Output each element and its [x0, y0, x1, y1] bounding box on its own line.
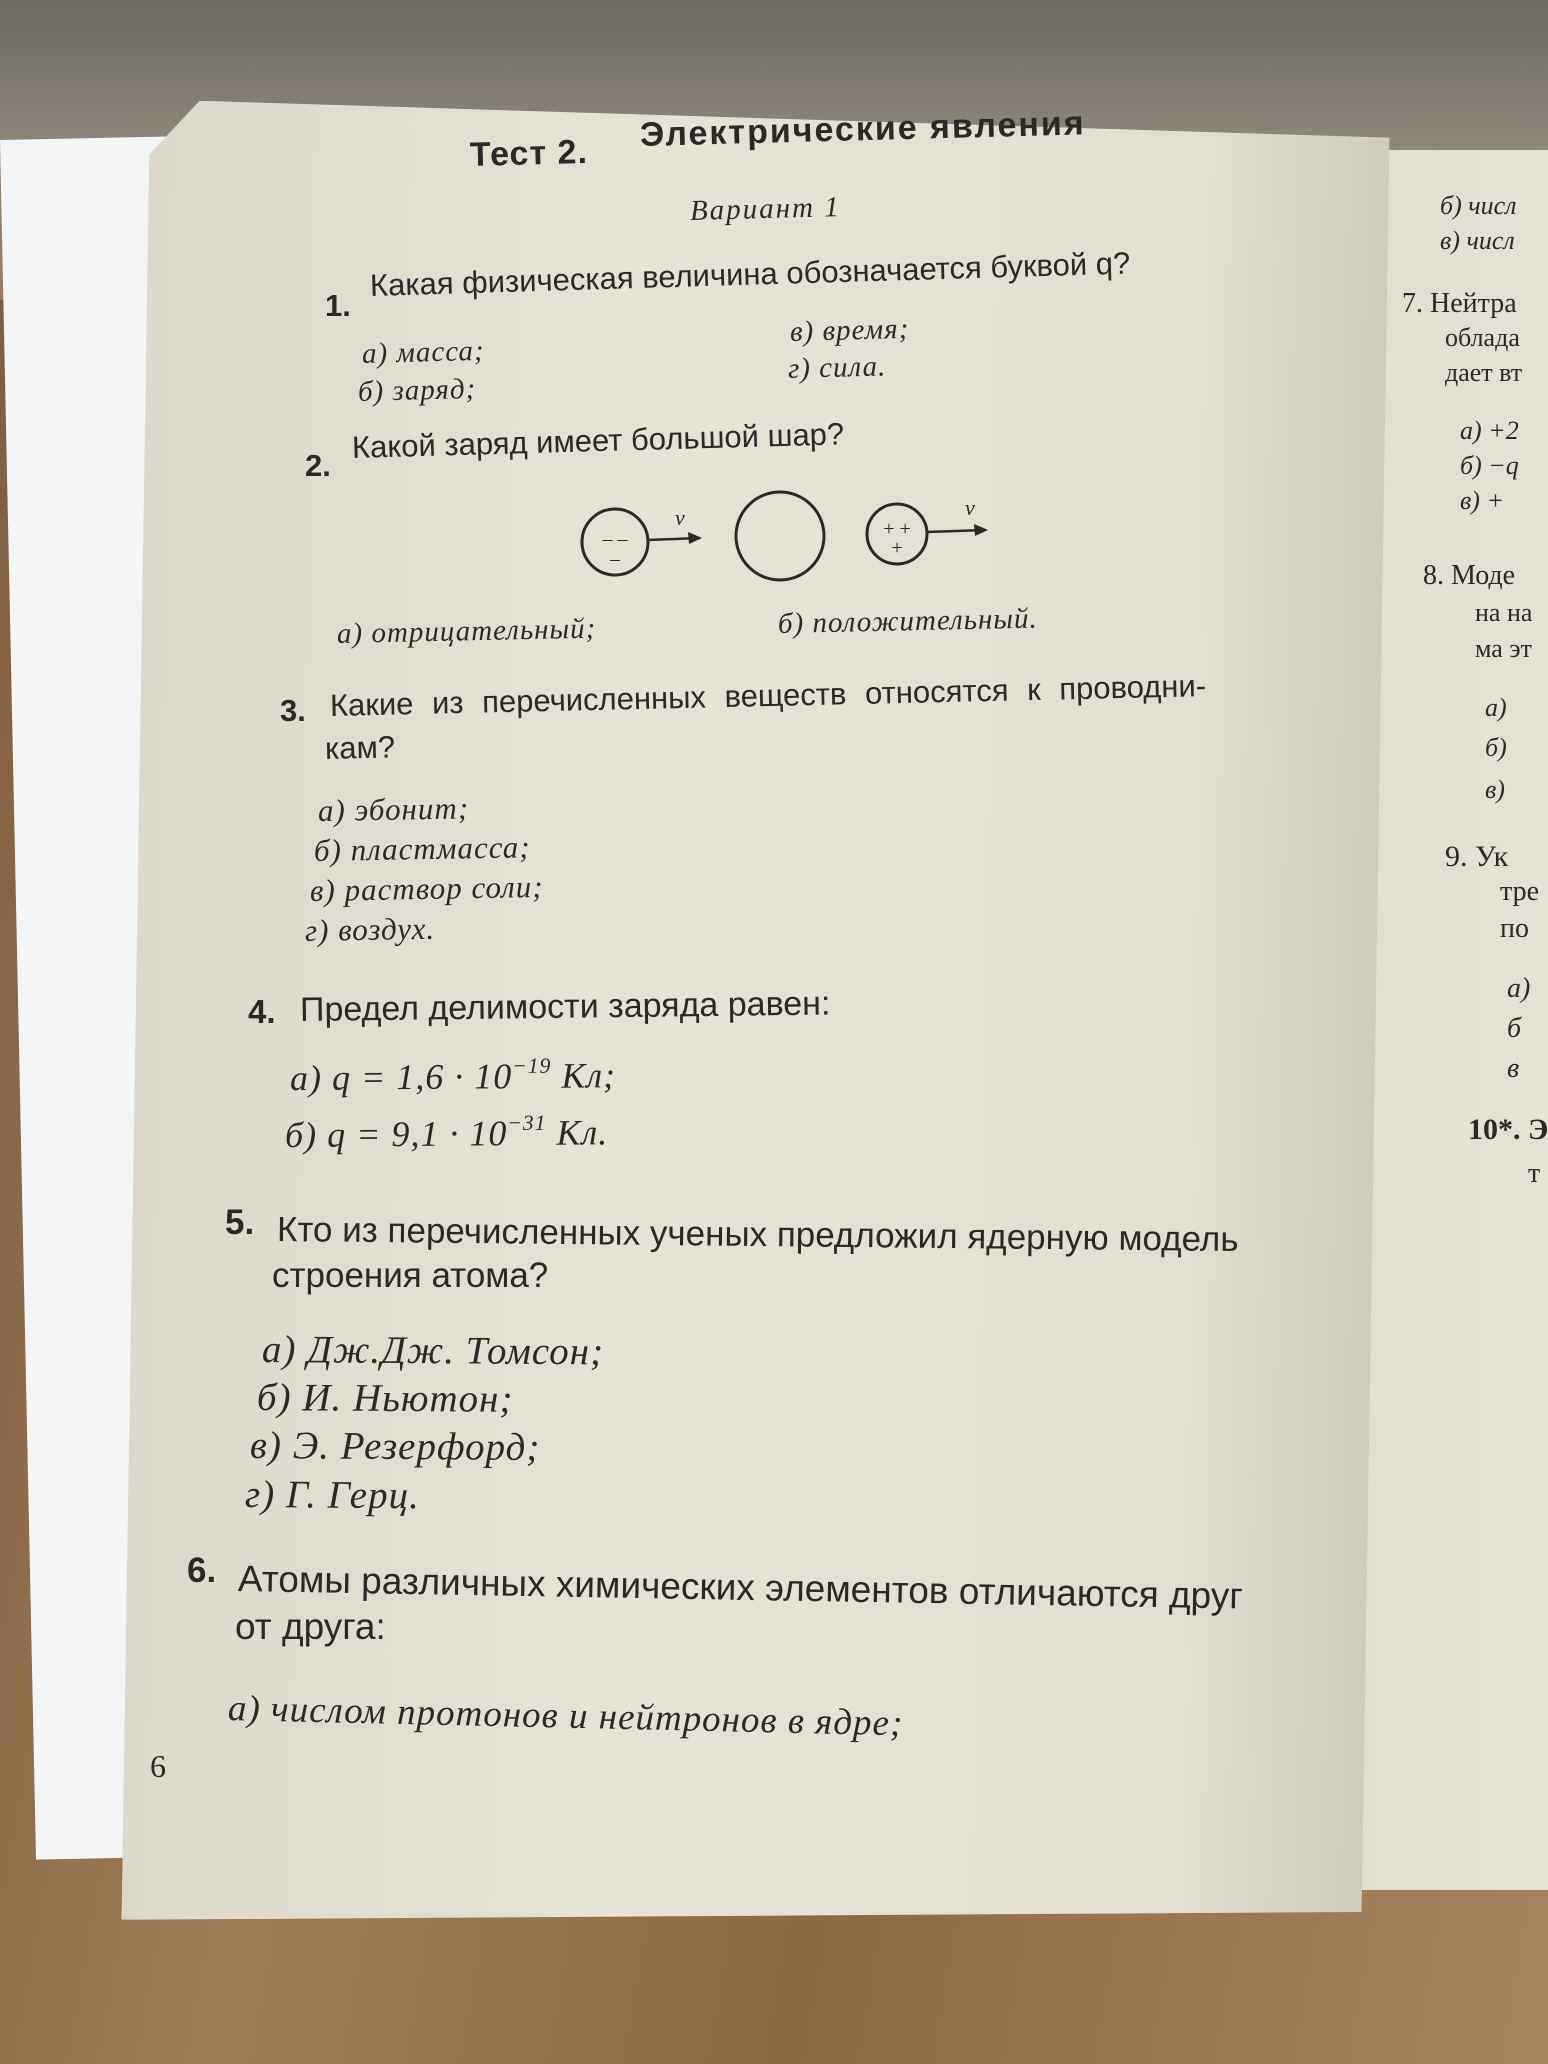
variant-label: Вариант 1 — [689, 191, 842, 227]
answer-option: г) воздух. — [304, 910, 436, 948]
right-line: а) — [1507, 973, 1531, 1004]
answer-option: а) числом протонов и нейтронов в ядре; — [227, 1688, 904, 1745]
answer-option: г) Г. Герц. — [244, 1473, 420, 1518]
svg-text:– –: – – — [602, 528, 628, 550]
answer-option: б) И. Ньютон; — [256, 1376, 514, 1421]
right-line: 9. Ук — [1445, 840, 1509, 873]
right-line: тре — [1500, 876, 1540, 907]
large-sphere — [736, 492, 824, 580]
test-subject: Электрические явления — [639, 104, 1087, 154]
answer-option: б) положительный. — [777, 602, 1039, 640]
page-number: 6 — [150, 1748, 166, 1784]
question-number: 4. — [248, 993, 276, 1030]
answer-option: б) $q = 9,1 \cdot 10^{-31}$ Кл. — [284, 1110, 609, 1156]
answer-option: в) время; — [789, 312, 910, 348]
right-line: 7. Нейтра — [1402, 288, 1517, 319]
question-number: 5. — [225, 1203, 255, 1242]
answer-option: а) эбонит; — [317, 790, 470, 828]
right-line: а) +2 — [1460, 416, 1519, 445]
charged-spheres-figure — [570, 490, 1010, 610]
small-negative-sphere — [582, 509, 648, 575]
question-text: Какой заряд имеет большой шар? — [351, 416, 845, 465]
right-line: 8. Моде — [1423, 560, 1516, 591]
svg-text:–: – — [610, 548, 620, 570]
question-number: 1. — [325, 288, 351, 323]
test-number: Тест 2. — [469, 132, 589, 174]
right-line: ма эт — [1475, 634, 1532, 663]
svg-text:+: + — [891, 537, 903, 559]
right-line: т — [1528, 1158, 1541, 1189]
answer-option: а) $q = 1,6 \cdot 10^{-19}$ Кл; — [289, 1053, 617, 1099]
right-line: в) — [1485, 775, 1505, 804]
answer-option: б) заряд; — [357, 372, 477, 408]
right-line: б) числ — [1440, 191, 1517, 220]
answer-option: г) сила. — [787, 350, 887, 385]
right-line: а) — [1485, 693, 1507, 722]
question-text: кам? — [324, 729, 396, 766]
question-text: Какая физическая величина обозначается буквой q? — [369, 245, 1131, 303]
answer-option: б) пластмасса; — [313, 829, 531, 868]
answer-option: в) Э. Резерфорд; — [249, 1424, 541, 1470]
question-text: Предел делимости заряда равен: — [299, 984, 831, 1029]
question-number: 2. — [305, 448, 331, 483]
right-line: в) + — [1460, 486, 1504, 515]
answer-option: в) раствор соли; — [309, 868, 544, 908]
right-line: по — [1500, 913, 1529, 944]
question-text: Кто из перечисленных ученых предложил ядерную модель — [276, 1210, 1239, 1260]
velocity-label: v — [675, 505, 685, 530]
right-line: б) −q — [1460, 451, 1519, 480]
question-number: 6. — [187, 1551, 217, 1590]
velocity-arrow-left — [648, 505, 702, 544]
right-line: в) числ — [1440, 226, 1515, 255]
right-line: 10*. Э — [1468, 1113, 1548, 1146]
question-text: строения атома? — [272, 1256, 549, 1295]
svg-text:+ +: + + — [883, 518, 911, 540]
right-line: в — [1507, 1053, 1520, 1084]
velocity-arrow-right — [927, 495, 988, 536]
question-text: Какие из перечисленных веществ относятся к проводни- — [329, 668, 1207, 723]
answer-option: а) отрицательный; — [336, 612, 597, 650]
question-text: Атомы различных химических элементов отличаются друг — [237, 1558, 1244, 1617]
small-positive-sphere — [867, 504, 927, 564]
right-line: дает вт — [1445, 358, 1523, 387]
right-line: б — [1507, 1013, 1522, 1044]
right-line: б) — [1485, 733, 1507, 762]
question-text: от друга: — [235, 1606, 386, 1647]
right-line: на на — [1475, 598, 1533, 627]
question-number: 3. — [280, 693, 306, 728]
right-line: облада — [1445, 323, 1520, 352]
answer-option: а) масса; — [361, 334, 485, 370]
velocity-label: v — [965, 495, 975, 520]
answer-option: а) Дж.Дж. Томсон; — [261, 1328, 605, 1374]
